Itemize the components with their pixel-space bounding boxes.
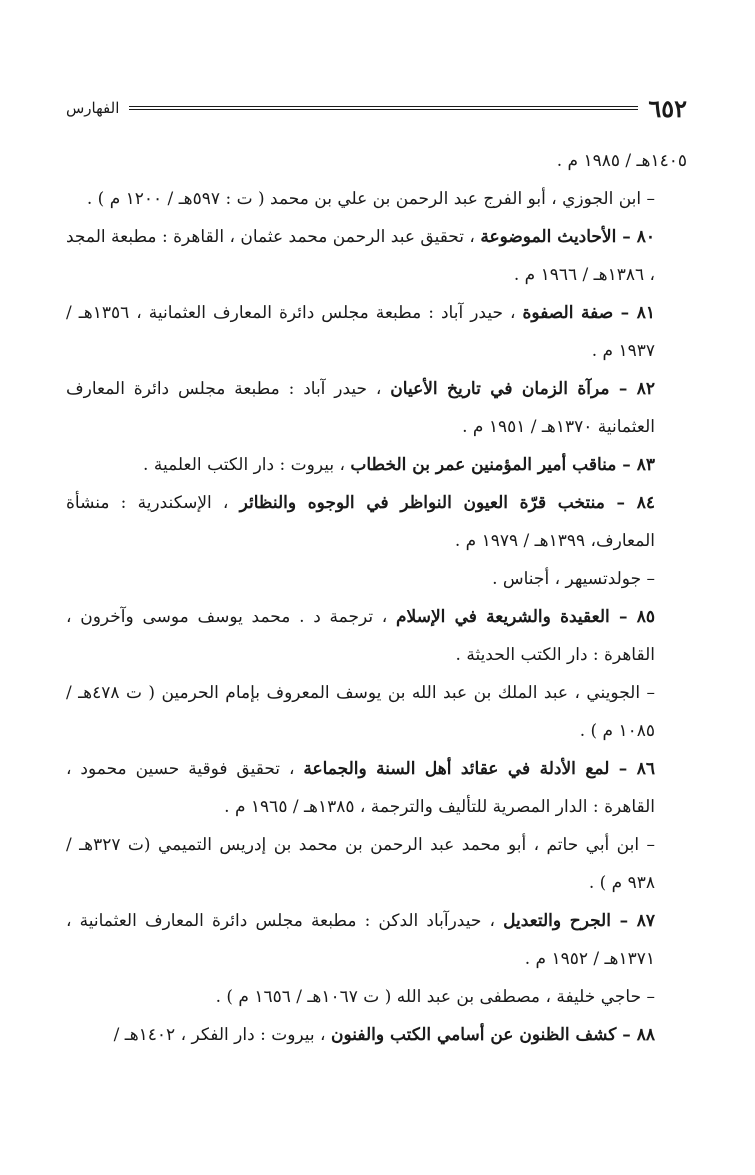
- bibliography-entry: [66, 142, 687, 180]
- entry-number: ٨٥ –: [609, 607, 655, 627]
- entry-title: مرآة الزمان في تاريخ الأعيان: [390, 379, 610, 399]
- entry-title: منتخب قرّة العيون النواظر في الوجوه والنظائر: [239, 493, 605, 513]
- entry-title: لمع الأدلة في عقائد أهل السنة والجماعة: [303, 759, 610, 779]
- entry-text: – حاجي خليفة ، مصطفى بن عبد الله ( ت ١٠٦٧هـ / ١٦٥٦ م ) .: [215, 987, 655, 1007]
- entry-text: – جولدتسيهر ، أجناس .: [492, 569, 655, 589]
- entry-number: ٨٧ –: [610, 911, 655, 931]
- bibliography-content: [66, 142, 687, 1054]
- entry-text: ، تحقيق فوقية حسين محمود ، القاهرة : الدار المصرية للتأليف والترجمة ، ١٣٨٥هـ / ١٩٦٥ م .: [66, 759, 655, 817]
- bibliography-entry: [66, 484, 687, 560]
- entry-text: ١٤٠٥هـ / ١٩٨٥ م .: [556, 151, 687, 171]
- entry-title: مناقب أمير المؤمنين عمر بن الخطاب: [350, 455, 617, 475]
- bibliography-entry: [66, 674, 687, 750]
- page-number: ٦٥٢: [648, 93, 687, 123]
- entry-title: صفة الصفوة: [522, 303, 614, 323]
- header-rule: [129, 106, 638, 110]
- bibliography-entry: [66, 750, 687, 826]
- entry-text: ، بيروت : دار الفكر ، ١٤٠٢هـ /: [113, 1025, 331, 1045]
- entry-text: – الجويني ، عبد الملك بن عبد الله بن يوسف المعروف بإمام الحرمين ( ت ٤٧٨هـ / ١٠٨٥ م ) .: [66, 683, 656, 741]
- entry-text: ، بيروت : دار الكتب العلمية .: [143, 455, 351, 475]
- entry-number: ٨١ –: [613, 303, 655, 323]
- entry-text: ، تحقيق عبد الرحمن محمد عثمان ، القاهرة : مطبعة المجد ، ١٣٨٦هـ / ١٩٦٦ م .: [66, 227, 655, 285]
- entry-title: الجرح والتعديل: [503, 911, 611, 931]
- bibliography-entry: [66, 370, 687, 446]
- bibliography-entry: [66, 598, 687, 674]
- entry-number: ٨٣ –: [616, 455, 655, 475]
- bibliography-entry: [66, 826, 687, 902]
- bibliography-entry: [66, 446, 687, 484]
- entry-number: ٨٦ –: [609, 759, 655, 779]
- entry-text: – ابن أبي حاتم ، أبو محمد عبد الرحمن بن محمد بن إدريس التميمي (ت ٣٢٧هـ / ٩٣٨ م ) .: [66, 835, 655, 893]
- book-page: [66, 88, 687, 1155]
- entry-title: العقيدة والشريعة في الإسلام: [396, 607, 610, 627]
- entry-number: ٨٠ –: [616, 227, 655, 247]
- entry-text: ، حيدر آباد : مطبعة مجلس دائرة المعارف العثمانية ، ١٣٥٦هـ / ١٩٣٧ م .: [66, 303, 655, 361]
- page-header: [66, 88, 687, 128]
- entry-text: ، حيدرآباد الدكن : مطبعة مجلس دائرة المعارف العثمانية ، ١٣٧١هـ / ١٩٥٢ م .: [66, 911, 655, 969]
- bibliography-entry: [66, 902, 687, 978]
- entry-number: ٨٤ –: [604, 493, 655, 513]
- running-head: الفهارس: [66, 99, 120, 117]
- bibliography-entry: [66, 180, 687, 218]
- bibliography-entry: [66, 1016, 687, 1054]
- entry-text: ، ترجمة د . محمد يوسف موسى وآخرون ، القاهرة : دار الكتب الحديثة .: [66, 607, 655, 665]
- entry-text: ، الإسكندرية : منشأة المعارف، ١٣٩٩هـ / ١٩٧٩ م .: [66, 493, 655, 551]
- entry-title: كشف الظنون عن أسامي الكتب والفنون: [330, 1025, 617, 1045]
- entry-text: – ابن الجوزي ، أبو الفرج عبد الرحمن بن علي بن محمد ( ت : ٥٩٧هـ / ١٢٠٠ م ) .: [86, 189, 655, 209]
- bibliography-entry: [66, 218, 687, 294]
- entry-number: ٨٢ –: [609, 379, 655, 399]
- entry-title: الأحاديث الموضوعة: [480, 227, 617, 247]
- entry-number: ٨٨ –: [616, 1025, 655, 1045]
- entry-text: ، حيدر آباد : مطبعة مجلس دائرة المعارف العثمانية ١٣٧٠هـ / ١٩٥١ م .: [66, 379, 655, 437]
- bibliography-entry: [66, 560, 687, 598]
- bibliography-entry: [66, 978, 687, 1016]
- bibliography-entry: [66, 294, 687, 370]
